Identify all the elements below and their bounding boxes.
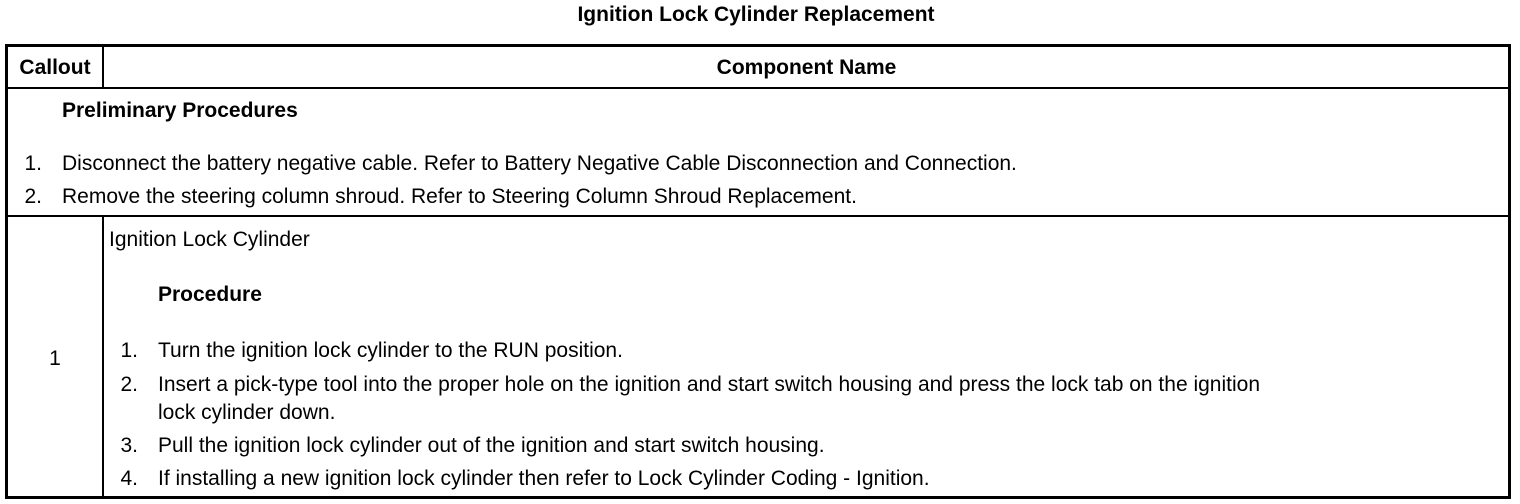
step-text: Remove the steering column shroud. Refer to Steering Column Shroud Replacement. [62, 185, 857, 208]
step-text: If installing a new ignition lock cylinder then refer to Lock Cylinder Coding - Ignition. [158, 467, 930, 490]
page-title: Ignition Lock Cylinder Replacement [577, 3, 935, 26]
component-name: Ignition Lock Cylinder [109, 228, 310, 251]
step-number: 3. [120, 434, 138, 457]
header-component-name: Component Name [716, 56, 897, 79]
procedure-heading: Procedure [158, 283, 262, 306]
step-text: Turn the ignition lock cylinder to the RUN position. [158, 339, 623, 362]
preliminary-procedures-heading: Preliminary Procedures [62, 99, 298, 122]
header-callout: Callout [19, 56, 91, 79]
step-number: 2. [120, 373, 138, 396]
preliminary-bottom-rule [8, 215, 1508, 217]
component-table [5, 44, 1511, 499]
header-bottom-rule [8, 87, 1508, 89]
step-text: Disconnect the battery negative cable. Refer to Battery Negative Cable Disconnection and Connection. [62, 152, 1017, 175]
step-number: 1. [24, 152, 42, 175]
callout-number: 1 [49, 347, 61, 370]
header-divider [102, 47, 104, 88]
step-number: 2. [24, 185, 42, 208]
step-text: Pull the ignition lock cylinder out of the ignition and start switch housing. [158, 434, 825, 457]
step-number: 4. [120, 467, 138, 490]
step-text: lock cylinder down. [158, 401, 336, 424]
step-number: 1. [120, 339, 138, 362]
step-text: Insert a pick-type tool into the proper hole on the ignition and start switch housing and press the lock tab on the ignition [158, 373, 1261, 396]
